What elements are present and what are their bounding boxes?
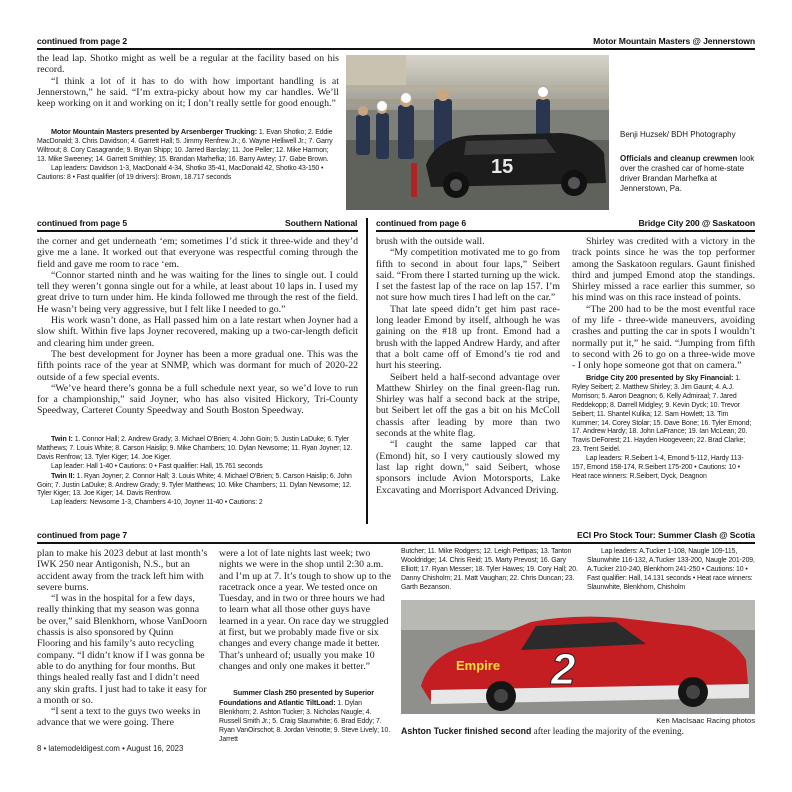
- results-leaders: Lap leaders: R.Seibert 1-4, Emond 5-112, Hardy 113-157, Emond 158-174, R.Seibert 175-200 • Cautions: 10 • Heat race winners: R.Seibert, Dyck, Deagnon: [572, 455, 744, 480]
- photo-car-number: 15: [491, 156, 514, 178]
- top-results: [37, 128, 339, 182]
- results-body: 1. Dylan Blenkhorn; 2. Ashton Tucker; 3. Nicholas Naugle; 4. Russell Smith Jr.; 5. Craig Slaunwhite; 6. Brad Eddy; 7. Ryan VanOirschot; 8. Jordan Veinotte; 9. Steve Lively; 10. Jarrett: [219, 699, 391, 743]
- section-header-continued: continued from page 6: [376, 218, 467, 228]
- results-title: Twin II:: [51, 470, 75, 480]
- top-photo-credit: Benji Huzsek/ BDH Photography: [620, 130, 736, 139]
- article-paragraph: plan to make his 2023 debut at last month’s IWK 250 near Antigonish, N.S., but an accident away from the track left him with severe burns.: [37, 548, 208, 593]
- scotia-leaders: [587, 548, 755, 593]
- section-header-title: Motor Mountain Masters @ Jennerstown: [593, 36, 755, 46]
- caption-rest: after leading the majority of the evening.: [531, 726, 684, 736]
- section-header-title: ECI Pro Stock Tour: Summer Clash @ Scotia: [577, 530, 755, 540]
- photo-crash-scene: [346, 55, 609, 210]
- article-paragraph: His work wasn’t done, as Hall passed him on a late restart when Joyner had a slow shift. Within five laps Joyner recovered, making up a two-car-length deficit and clearing him under green.: [37, 315, 358, 349]
- photo-race-car-illustration: [401, 600, 755, 714]
- southern-national-article: [37, 236, 358, 417]
- results-leaders: Lap leaders: Newsome 1-3, Chambers 4-10, Joyner 11-40 • Cautions: 2: [51, 499, 263, 507]
- top-article: [37, 53, 339, 109]
- results-body: 1. Connor Hall; 2. Andrew Grady; 3. Michael O’Brien; 4. John Goin; 5. Justin LaDuke; 6. Tyler Matthews; 7. Louis White; 8. Carson Haislip; 9. Mike Chambers; 10. Dylan Newsome; 11. Ryan Joyner; 12. Davis Renfrow; 13. Tyler Kiger; 14. Joe Kiger.: [37, 436, 353, 461]
- article-paragraph: the lead lap. Shotko might as well be a regular at the facility based on his record.: [37, 53, 339, 76]
- bridge-city-results: [572, 374, 755, 482]
- results-leaders: Lap leaders: Davidson 1-3, MacDonald 4-34, Shotko 35-41, MacDonald 42, Shotko 43-150 • Cautions: 8 • Fast qualifier (of 19 drivers): Brown, 18.717 seconds: [37, 164, 324, 181]
- article-paragraph: were a lot of late nights last week; two nights we were in the shop until 2:30 a.m. and I’m up at 7. It’s tough to show up to the racetrack once a year. We tested once on Tuesday, and in two or three hours we had to learn what all those other guys have learned in a year. On race day we struggled at first, but we probably made five or six changes and every change made it better. That’s unheard of; usually you make 10 changes and only one makes it better.”: [219, 548, 391, 672]
- page-footer: 8 • latemodeldigest.com • August 16, 2023: [37, 744, 184, 753]
- article-paragraph: brush with the outside wall.: [376, 236, 485, 247]
- header-rule: [376, 230, 755, 232]
- bridge-city-article-col2: [572, 236, 755, 372]
- results-body-cont: Butcher; 11. Mike Rodgers; 12. Leigh Pettipas; 13. Tanton Wooldridge; 14. Chris Reid; 15. Marty Prevost; 16. Gary Elliott; 17. Ryan Messer; 18. Tyler Hawes; 19. Cory Hall; 20. Danny Chisholm; 21. Matt Vaughan; 22. Chris Duncan; 23. Garth Bezanson.: [401, 548, 578, 591]
- top-photo-caption: [620, 154, 760, 194]
- scotia-results-cont: [401, 548, 579, 593]
- article-paragraph: the corner and get underneath ‘em; sometimes I’d stick it three-wide and they’d give me a lane. It worked out that everyone was respectful coming through the field and gave me room to race ‘em.: [37, 236, 358, 270]
- scotia-article-col1: [37, 548, 209, 729]
- article-paragraph: “We’ve heard there’s gonna be a full schedule next year, so we’d love to run for a championship,” said Joyner, who has also visited Hickory, Tri-County Speedway, Carteret County Speedway and South Boston Speedway.: [37, 382, 358, 417]
- results-body: 1. Ryley Seibert; 2. Matthew Shirley; 3. Jim Gaunt; 4. A.J. Morrison; 5. Aaron Deagnon; 6. Kelly Admiraal; 7. Jared Reddekopp; 8. Darrell Midgley; 9. Kevin Dyck; 10. Trevor Seibert; 11. Shantel Kulika; 12. Sam Howlett; 13. Tim Kummer; 14. Corey Stolar; 15. Dave Bone; 16. Tyler Emond; 17. Andrew Hardy; 18. John LaFrance; 19. Ian McLean; 20. Travis DeForest; 21. Hayden Hoogeveen; 22. Brad Clarke; 23. Trent Seidel.: [572, 375, 752, 454]
- southern-national-results: [37, 435, 358, 508]
- article-paragraph: That late speed didn’t get him past race-long leader Emond by itself, although he was gaining on the #18 up front. Emond had a brush with the lapped Andrew Hardy, and after that a bolt came off of Emond’s tie rod and hurt his steering.: [376, 303, 560, 372]
- scotia-results: [219, 689, 391, 744]
- section-header-title: Southern National: [285, 218, 358, 228]
- section-header-continued: continued from page 7: [37, 530, 128, 540]
- header-rule: [37, 48, 755, 50]
- results-title: Motor Mountain Masters presented by Arsenberger Trucking:: [51, 127, 258, 136]
- photo-crash-illustration: [346, 55, 609, 210]
- section-header-continued: continued from page 2: [37, 36, 128, 46]
- results-leaders: Lap leader: Hall 1-40 • Cautions: 0 • Fast qualifier: Hall, 15.761 seconds: [51, 462, 263, 470]
- photo-race-car: [401, 600, 755, 714]
- scotia-article-col2: [219, 548, 391, 672]
- article-paragraph: Shirley was credited with a victory in the track points since he was the top performer among the Saskatoon regulars. Gaunt finished third and jumped Emond atop the standings. Shirley missed a race earlier this summer, so his mind was on this race instead of points.: [572, 236, 755, 304]
- results-body: 1. Ryan Joyner; 2. Connor Hall; 3. Louis White; 4. Michael O’Brien; 5. Carson Haislip; 6. John Goin; 7. Justin LaDuke; 8. Andrew Grady; 9. Tyler Matthews; 10. Mike Chambers; 11. Dylan Newsome; 12. Tyler Kiger; 13. Joe Kiger; 14. Davis Renfrow.: [37, 472, 352, 498]
- section-header-title: Bridge City 200 @ Saskatoon: [638, 218, 755, 228]
- article-paragraph: “I was in the hospital for a few days, really thinking that my season was gonna be over,” said Blenkhorn, whose VanDoorn chassis is also sponsored by Quinn Flooring and his family’s auto recycling company. “I didn’t know if I was gonna be able to do anything for four months. But things healed really fast and I didn’t need any skin grafts. I just had to take it easy for a month or so.: [37, 593, 208, 706]
- caption-bold: Officials and cleanup crewmen: [620, 154, 738, 163]
- bridge-city-article-col1: [376, 236, 560, 496]
- article-paragraph: “I think a lot of it has to do with how important handling is at Jennerstown,” he said. “I’m extra-picky about how my car handles. We’ll keep working on it and working on it; I don’t really settle for good enough.”: [37, 75, 339, 110]
- article-paragraph: “I sent a text to the guys two weeks in advance that we were going. There: [37, 706, 201, 729]
- article-paragraph: “The 200 had to be the most eventful race of my life - three-wide maneuvers, avoiding crashes and putting the car in spots I wouldn’t normally put it,” he said. “Jumping from fifth to second with 26 to go on a three-wide move - I only hope someone got that on camera.”: [572, 303, 755, 372]
- article-paragraph: “My competition motivated me to go from fifth to second in about four laps,” Seibert said. “From there I started turning up the wick. I set the fastest lap of the race on lap 157. I’m not sure how much tires I had left on the car.”: [376, 247, 560, 304]
- column-divider: [366, 218, 368, 524]
- results-leaders: Lap leaders: A.Tucker 1-108, Naugle 109-115, Slaunwhite 116-132, A.Tucker 133-200, Naugle 201-209, A.Tucker 210-240, Blenkhorn 241-250 • Cautions: 10 • Fast qualifier: Hall, 14.131 seconds • Heat race winners: Slaunwhite, Blenkhorn, Chisholm: [587, 548, 755, 591]
- header-rule: [37, 230, 358, 232]
- bottom-photo-credit: Ken MacIsaac Racing photos: [656, 716, 755, 725]
- header-rule: [37, 542, 755, 544]
- article-paragraph: The best development for Joyner has been a more gradual one. This was the fifth points race of the year at SNMP, which was dormant for much of 2020-22 outside of a few special events.: [37, 348, 358, 383]
- results-title: Bridge City 200 presented by Sky Financial:: [586, 373, 734, 382]
- article-paragraph: Seibert held a half-second advantage over Matthew Shirley on the final green-flag run. Shirley was half a second back at the stripe, but Seibert let off the gas a bit on his McColl chassis after leading by more than two seconds at the white flag.: [376, 371, 560, 440]
- section-header-continued: continued from page 5: [37, 218, 128, 228]
- caption-bold: Ashton Tucker finished second: [401, 726, 532, 736]
- bottom-photo-caption: [401, 726, 761, 737]
- article-paragraph: “Connor started ninth and he was waiting for the lines to single out. I could tell they weren’t gonna single out for a while, at least about 10 laps in. I used my great drive to turn under him. He kinda followed me through the rest of the field. He wasn’t being very aggressive, but I felt like I needed to go.”: [37, 269, 358, 315]
- caption-rest: look over the crashed car of home-state driver Brandan Marhefka at Jennerstown, Pa.: [620, 154, 755, 193]
- article-paragraph: “I caught the same lapped car that (Emond) hit, so I very cautiously slowed my last lap right down,” said Seibert, whose sponsors include Avion Motorsports, Lake Excavating and Morrisport Advanced Driving.: [376, 439, 560, 496]
- car-number-text: 2: [551, 645, 576, 694]
- car-sponsor-text: Empire: [456, 658, 501, 673]
- results-title: Summer Clash 250 presented by Superior Foundations and Atlantic TiltLoad:: [219, 688, 374, 707]
- results-title: Twin I:: [51, 434, 73, 443]
- results-body: 1. Evan Shotko; 2. Eddie MacDonald; 3. Chris Davidson; 4. Garrett Hall; 5. Jimmy Renfrew Jr.; 6. Wayne Helliwell Jr.; 7. Garry Wiltrout; 8. Cory Casagrande; 9. Bryan Shipp; 10. Jarred Barclay; 11. Joe Peller; 12. Mike Harmon; 13. Mike Sweeney; 14. Garrett Smithley; 15. Brandan Marhefka; 16. Barry Awtey; 17. Gabe Brown.: [37, 129, 333, 163]
